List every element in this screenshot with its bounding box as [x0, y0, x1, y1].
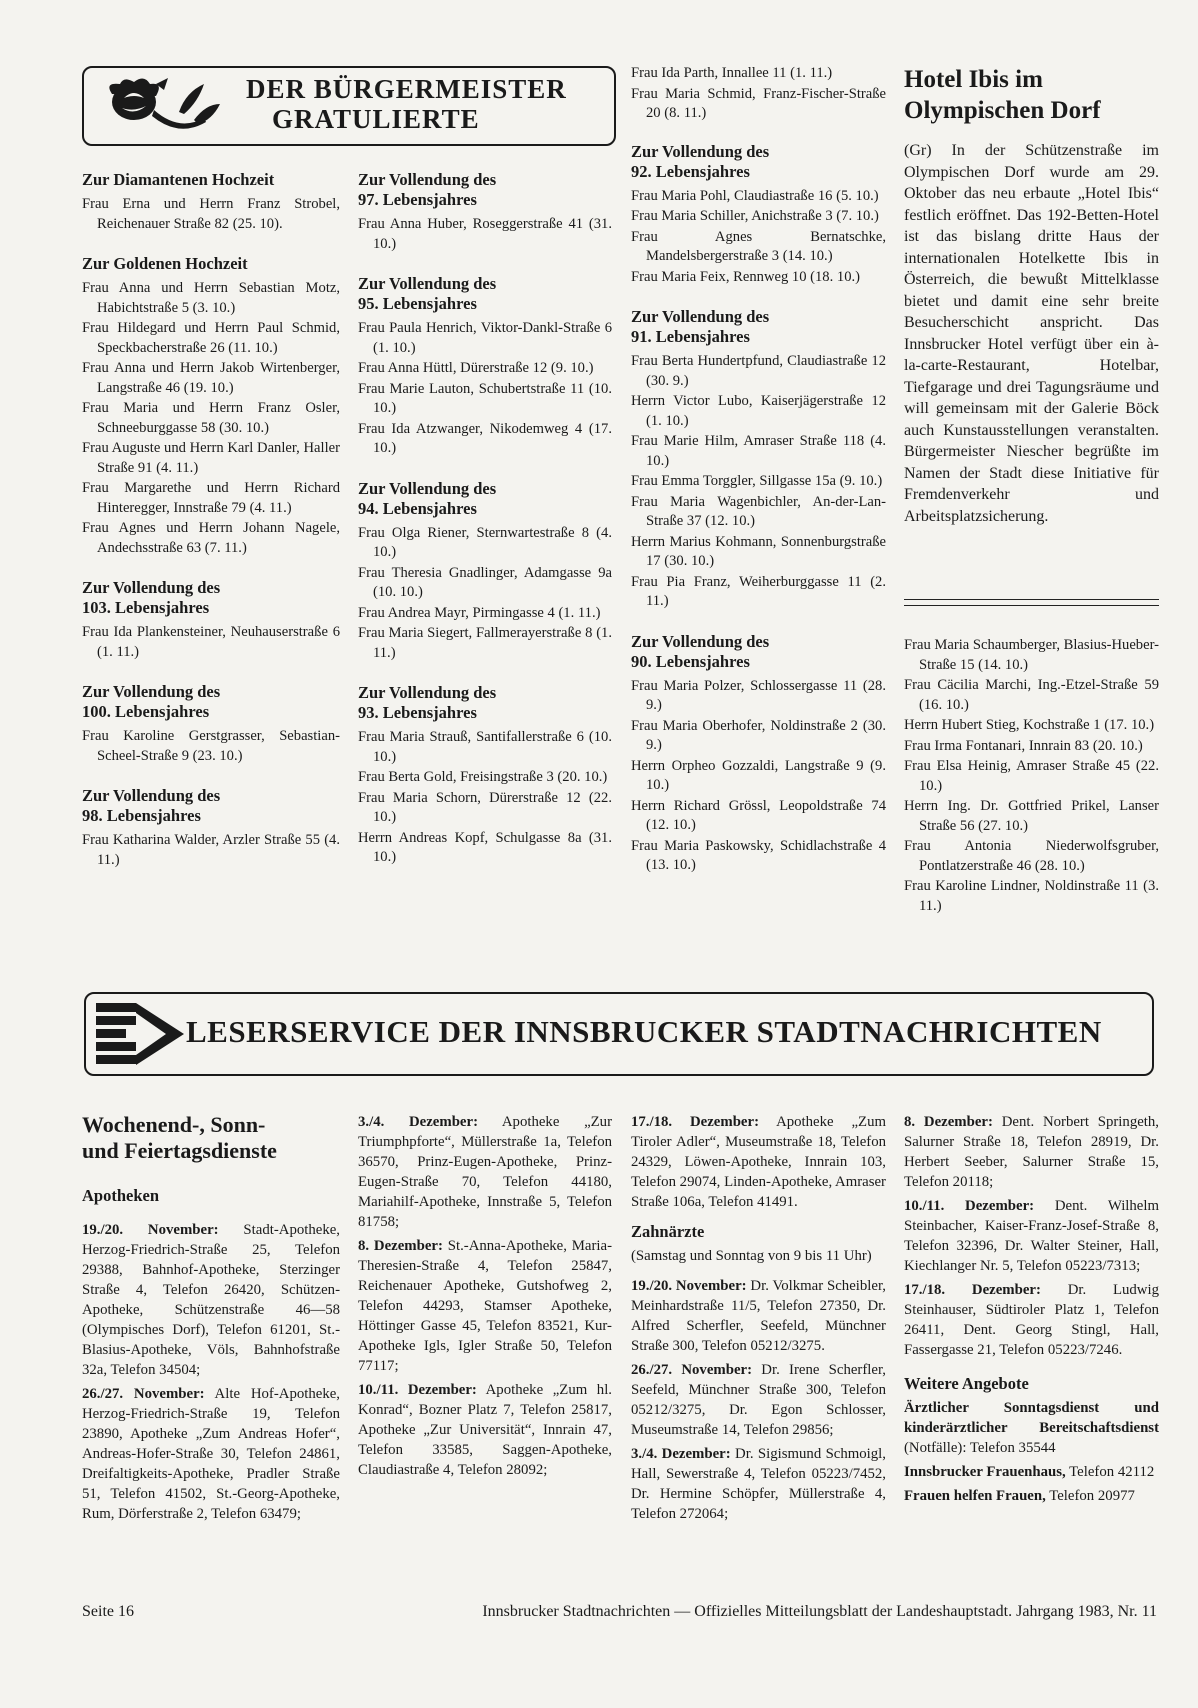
section-heading-age: 103. Lebensjahres [82, 598, 210, 617]
list-item: Frau Paula Henrich, Viktor-Dankl-Straße 6 (1. 10.) [358, 320, 612, 356]
list-item: Frau Andrea Mayr, Pirmingasse 4 (1. 11.) [358, 604, 601, 621]
list-item: Frau Maria Pohl, Claudiastraße 16 (5. 10.) [631, 187, 879, 204]
list-item: Frau Hildegard und Herrn Paul Schmid, Speckbacherstraße 26 (11. 10.) [82, 320, 340, 356]
list-item: Frau Karoline Lindner, Noldinstraße 11 (3. 11.) [904, 878, 1159, 914]
mayor-congratulations-banner [82, 66, 616, 146]
list-item: Frau Maria Wagenbichler, An-der-Lan-Straße 37 (12. 10.) [631, 493, 886, 529]
list-item: Frau Marie Lauton, Schubertstraße 11 (10. 10.) [358, 380, 612, 416]
section-heading: Zur Diamantenen Hochzeit [82, 170, 275, 189]
list-item: Frau Maria Polzer, Schlossergasse 11 (28. 9.) [631, 677, 886, 713]
list-item: Herrn Andreas Kopf, Schulgasse 8a (31. 10.) [358, 829, 612, 865]
section-heading: Zur Goldenen Hochzeit [82, 254, 248, 273]
service-entry-date: 8. Dezember: [904, 1114, 993, 1130]
list-item: Frau Maria Schmid, Franz-Fischer-Straße 20 (8. 11.) [631, 85, 886, 121]
section-heading: Zur Vollendung des [82, 682, 221, 701]
section [631, 307, 886, 612]
list-item: Frau Emma Torggler, Sillgasse 15a (9. 10.) [631, 473, 883, 489]
list-item: Frau Agnes und Herrn Johann Nagele, Andechsstraße 63 (7. 11.) [82, 520, 340, 556]
list-item: Frau Theresia Gnadlinger, Adamgasse 9a (10. 10.) [358, 564, 612, 600]
list-item: Frau Maria Schaumberger, Blasius-Hueber-Straße 15 (14. 10.) [904, 637, 1159, 673]
list-item: Frau Antonia Niederwolfsgruber, Pontlatzerstraße 46 (28. 10.) [904, 838, 1159, 874]
list-item: Herrn Richard Grössl, Leopoldstraße 74 (12. 10.) [631, 797, 886, 833]
list-item: Frau Maria Siegert, Fallmerayerstraße 8 (1. 11.) [358, 625, 612, 661]
service-entry-text: Apotheke „Zur Triumphpforte“, Müllerstraße 1a, Telefon 36570, Prinz-Eugen-Apotheke, Prinz-Eugen-Straße 70, Telefon 44180, Mariahilf-Apotheke, Innstraße 5, Telefon 81758; [358, 1114, 612, 1230]
service-entry [631, 1276, 886, 1356]
section-heading-age: 95. Lebensjahres [358, 294, 477, 313]
zahnaerzte-note: (Samstag und Sonntag von 9 bis 11 Uhr) [631, 1248, 872, 1264]
service-entry-text: (Notfälle): Telefon 35544 [904, 1440, 1056, 1456]
section [82, 170, 340, 234]
service-entry [631, 1360, 886, 1440]
section-heading-age: 97. Lebensjahres [358, 190, 477, 209]
list-item: Frau Pia Franz, Weiherburggasse 11 (2. 11.) [631, 573, 886, 609]
stadtnachrichten-logo-icon [96, 1003, 184, 1065]
section [358, 683, 612, 868]
service-title: Wochenend-, Sonn- und Feiertagsdienste [82, 1112, 277, 1163]
list-item: Frau Irma Fontanari, Innrain 83 (20. 10.) [904, 737, 1143, 754]
service-entry [358, 1380, 612, 1480]
list-item: Frau Katharina Walder, Arzler Straße 55 (4. 11.) [82, 832, 340, 868]
list-item: Frau Olga Riener, Sternwartestraße 8 (4. 10.) [358, 524, 612, 560]
list-item: Herrn Victor Lubo, Kaiserjägerstraße 12 (1. 10.) [631, 393, 886, 429]
service-entry-date: Innsbrucker Frauenhaus, [904, 1464, 1066, 1480]
service-entry [904, 1112, 1159, 1192]
service-entry [904, 1398, 1159, 1458]
service-entry-text: Dr. Volkmar Scheibler, Meinhardstraße 11/5, Telefon 27350, Dr. Alfred Scherfler, Seefeld, Münchner Straße 300, Telefon 05212/3275. [631, 1278, 886, 1354]
service-entry [904, 1486, 1159, 1506]
service-entry [82, 1220, 340, 1380]
service-entry [904, 1280, 1159, 1360]
service-entry-text: Telefon 20977 [1045, 1488, 1135, 1504]
list-item: Frau Margarethe und Herrn Richard Hinteregger, Innstraße 79 (4. 11.) [82, 480, 340, 516]
list-item: Frau Auguste und Herrn Karl Danler, Haller Straße 91 (4. 11.) [82, 440, 340, 476]
service-entry-date: 3./4. Dezember: [631, 1446, 731, 1462]
service-flow-column [904, 1112, 1159, 1510]
service-entry-text: Apotheke „Zum hl. Konrad“, Bozner Platz 7, Telefon 25817, Apotheke „Zur Universität“, Innrain 47, Telefon 33585, Saggen-Apotheke, Claudiastraße 4, Telefon 28092; [358, 1382, 613, 1478]
list-item: Frau Maria Oberhofer, Noldinstraße 2 (30. 9.) [631, 717, 886, 753]
service-flow-column [631, 1112, 886, 1528]
list-item: Frau Berta Gold, Freisingstraße 3 (20. 10.) [358, 769, 608, 785]
service-entry [631, 1444, 886, 1524]
list-item: Herrn Ing. Dr. Gottfried Prikel, Lanser Straße 56 (27. 10.) [904, 798, 1159, 834]
section-heading: Zur Vollendung des [631, 141, 770, 161]
section-heading: Zur Vollendung des [358, 170, 497, 189]
list-item: Frau Maria Feix, Rennweg 10 (18. 10.) [631, 268, 860, 285]
section [631, 632, 886, 876]
list-item: Frau Maria und Herrn Franz Osler, Schneeburggasse 58 (30. 10.) [82, 400, 340, 436]
section-heading: Zur Vollendung des [82, 578, 221, 597]
service-entry [904, 1462, 1159, 1482]
list-item: Frau Elsa Heinig, Amraser Straße 45 (22. 10.) [904, 758, 1159, 794]
section-heading: Zur Vollendung des [358, 274, 497, 293]
service-entry-text: Stadt-Apotheke, Herzog-Friedrich-Straße 25, Telefon 29388, Bahnhof-Apotheke, Sterzinger Straße 4, Telefon 26420, Schützen-Apotheke, Schützenstraße 46—58 (Olympisches Dorf), Telefon 61201, St.-Blasius-Apotheke, Völs, Bahnhofstraße 32a, Telefon 34504; [82, 1222, 340, 1378]
weitere-heading: Weitere Angebote [904, 1374, 1029, 1393]
zahnaerzte-heading: Zahnärzte [631, 1222, 705, 1241]
list-item: Frau Ida Parth, Innallee 11 (1. 11.) [631, 65, 833, 81]
list-item: Frau Marie Hilm, Amraser Straße 118 (4. 10.) [631, 433, 886, 469]
service-entry-text: Dr. Irene Scherfler, Seefeld, Münchner Straße 300, Telefon 05212/3275, Dr. Egon Schlosser, Museumstraße 14, Telefon 29856; [631, 1362, 886, 1438]
list-item: Frau Anna Hüttl, Dürerstraße 12 (9. 10.) [358, 360, 594, 376]
service-entry-date: 26./27. November: [82, 1386, 205, 1402]
hotel-article-body: (Gr) In der Schützenstraße im Olympischen Dorf wurde am 29. Oktober das neu erbaute „Hotel Ibis“ festlich eröffnet. Das 192-Betten-Hotel ist das bislang dritte Haus der internationalen Hotelkette Ibis in Österreich, die bewußt Mittelklasse bietet und damit eine sehr breite Besucherschicht anspricht. Das Innsbrucker Hotel verfügt über ein à-la-carte-Restaurant, Hotelbar, Tiefgarage und drei Tagungsräume und will gemeinsam mit der Galerie Böck auch Kunstausstellungen veranstalten. Bürgermeister Niescher begrüßte im Namen der Stadt diese Initiative für Fremdenverkehr und Arbeitsplatzsicherung. [904, 142, 1159, 525]
congratulations-column-3 [631, 64, 886, 896]
list-item: Frau Agnes Bernatschke, Mandelsbergerstraße 3 (14. 10.) [631, 228, 886, 264]
service-entry-text: Dent. Wilhelm Steinbacher, Kaiser-Franz-Josef-Straße 8, Telefon 32396, Dr. Walter Steiner, Hall, Kiechlanger Nr. 5, Telefon 05223/7313; [904, 1198, 1159, 1274]
section [358, 170, 612, 254]
service-entry-text: St.-Anna-Apotheke, Maria-Theresien-Straße 4, Telefon 25847, Reichenauer Apotheke, Gutshofweg 2, Telefon 44293, Stamser Apotheke, Höttinger Gasse 45, Telefon 83521, Kur-Apotheke Igls, Igler Straße 50, Telefon 77117; [358, 1238, 613, 1374]
section-heading: Zur Vollendung des [358, 478, 497, 498]
list-item: Herrn Marius Kohmann, Sonnenburgstraße 17 (30. 10.) [631, 533, 886, 569]
service-column-1 [82, 1112, 340, 1210]
service-entry-text: Dr. Sigismund Schmoigl, Hall, Sewerstraße 4, Telefon 05223/7452, Dr. Hermine Schöpfer, Müllerstraße 4, Telefon 272064; [631, 1446, 886, 1522]
service-entry-date: 3./4. Dezember: [358, 1114, 478, 1130]
service-entry-date: 19./20. November: [82, 1222, 219, 1238]
list-item: Frau Maria Schiller, Anichstraße 3 (7. 10.) [631, 208, 879, 224]
list-item: Frau Maria Paskowsky, Schidlachstraße 4 (13. 10.) [631, 837, 886, 873]
section-heading-age: 100. Lebensjahres [82, 702, 210, 721]
apotheken-heading: Apotheken [82, 1186, 160, 1205]
section-heading: Zur Vollendung des [631, 631, 770, 651]
leserservice-banner [84, 992, 1154, 1076]
section-heading: Zur Vollendung des [82, 786, 221, 805]
section-heading-age: 93. Lebensjahres [358, 703, 477, 722]
list-item: Frau Anna Huber, Roseggerstraße 41 (31. 10.) [358, 216, 612, 252]
service-entry-text: Dr. Ludwig Steinhauser, Südtiroler Platz 1, Telefon 26411, Dent. Georg Stingl, Hall, Fassergasse 21, Telefon 05223/7246. [904, 1282, 1159, 1358]
list-item: Frau Cäcilia Marchi, Ing.-Etzel-Straße 59 (16. 10.) [904, 677, 1159, 713]
service-entry-date: 10./11. Dezember: [358, 1382, 477, 1398]
leserservice-title: LESERSERVICE DER INNSBRUCKER STADTNACHRICHTEN [186, 1014, 1102, 1049]
section [631, 142, 886, 288]
list-item: Frau Anna und Herrn Jakob Wirtenberger, Langstraße 46 (19. 10.) [82, 360, 340, 396]
list-item: Frau Erna und Herrn Franz Strobel, Reichenauer Straße 82 (25. 10). [82, 196, 340, 232]
service-entry-text: Apotheke „Zum Tiroler Adler“, Museumstraße 18, Telefon 24329, Löwen-Apotheke, Innrain 103, Telefon 29074, Linden-Apotheke, Amraser Straße 106a, Telefon 41491. [631, 1114, 886, 1210]
section-heading: Zur Vollendung des [358, 683, 497, 702]
service-entry-date: 26./27. November: [631, 1362, 753, 1378]
section [82, 578, 340, 662]
page-number: Seite 16 [82, 1603, 134, 1620]
list-item: Frau Maria Strauß, Santifallerstraße 6 (10. 10.) [358, 729, 612, 765]
service-entry [82, 1384, 340, 1524]
list-item: Herrn Orpheo Gozzaldi, Langstraße 9 (9. 10.) [631, 757, 886, 793]
list-item: Frau Maria Schorn, Dürerstraße 12 (22. 10.) [358, 789, 612, 825]
service-entry-text: Dent. Norbert Springeth, Salurner Straße 18, Telefon 28919, Dr. Herbert Seeber, Salurner Straße 15, Telefon 20118; [904, 1114, 1159, 1190]
service-flow-column [82, 1220, 340, 1528]
service-entry-date: 10./11. Dezember: [904, 1198, 1035, 1214]
list-item: Frau Ida Plankensteiner, Neuhauserstraße 6 (1. 11.) [82, 624, 340, 660]
list-item: Herrn Hubert Stieg, Kochstraße 1 (17. 10.) [904, 717, 1155, 733]
section [358, 274, 612, 459]
double-divider [904, 599, 1159, 606]
section [82, 786, 340, 870]
service-entry [631, 1112, 886, 1212]
list-item: Frau Anna und Herrn Sebastian Motz, Habichtstraße 5 (3. 10.) [82, 280, 340, 316]
service-entry-date: 8. Dezember: [358, 1238, 443, 1254]
service-entry [358, 1112, 612, 1232]
banner-title: DER BÜRGERMEISTER GRATULIERTE [246, 74, 567, 134]
service-entry-text: Alte Hof-Apotheke, Herzog-Friedrich-Straße 19, Telefon 23890, Apotheke „Zum Andreas Hofer“, Andreas-Hofer-Straße 30, Telefon 24861, Dreifaltigkeits-Apotheke, Pradler Straße 51, Telefon 41502, St.-Georg-Apotheke, Rum, Dörferstraße 2, Telefon 63479; [82, 1386, 340, 1522]
service-flow-column [358, 1112, 612, 1484]
section [82, 682, 340, 766]
service-entry-date: 17./18. Dezember: [631, 1114, 759, 1130]
hotel-article-title: Hotel Ibis im Olympischen Dorf [904, 66, 1101, 124]
section-heading-age: 90. Lebensjahres [631, 651, 750, 671]
section-heading-age: 91. Lebensjahres [631, 327, 750, 346]
section [358, 479, 612, 664]
service-entry-date: 17./18. Dezember: [904, 1282, 1041, 1298]
service-entry-date: Ärztlicher Sonntagsdienst und kinderärztlicher Bereitschaftsdienst [904, 1400, 1159, 1436]
section-heading-age: 98. Lebensjahres [82, 806, 201, 825]
congratulations-column-2 [358, 170, 612, 888]
service-entry-date: 19./20. November: [631, 1278, 747, 1294]
publication-line: Innsbrucker Stadtnachrichten — Offizielles Mitteilungsblatt der Landeshauptstadt. Jahrgang 1983, Nr. 11 [482, 1603, 1157, 1620]
service-entry-date: Frauen helfen Frauen, [904, 1488, 1046, 1504]
service-entry-text: Telefon 42112 [1065, 1464, 1155, 1480]
congratulations-column-4 [904, 636, 1159, 917]
service-entry [358, 1236, 612, 1376]
rose-emblem-icon [94, 74, 224, 136]
service-entry [904, 1196, 1159, 1276]
hotel-article [904, 64, 1159, 527]
section-heading-age: 94. Lebensjahres [358, 498, 477, 518]
section [82, 254, 340, 558]
list-item: Frau Ida Atzwanger, Nikodemweg 4 (17. 10.) [358, 420, 612, 456]
list-item: Frau Berta Hundertpfund, Claudiastraße 12 (30. 9.) [631, 353, 886, 389]
section-heading-age: 92. Lebensjahres [631, 161, 750, 181]
section-heading: Zur Vollendung des [631, 307, 770, 326]
list-item: Frau Karoline Gerstgrasser, Sebastian-Scheel-Straße 9 (23. 10.) [82, 728, 340, 764]
congratulations-column-1 [82, 170, 340, 890]
